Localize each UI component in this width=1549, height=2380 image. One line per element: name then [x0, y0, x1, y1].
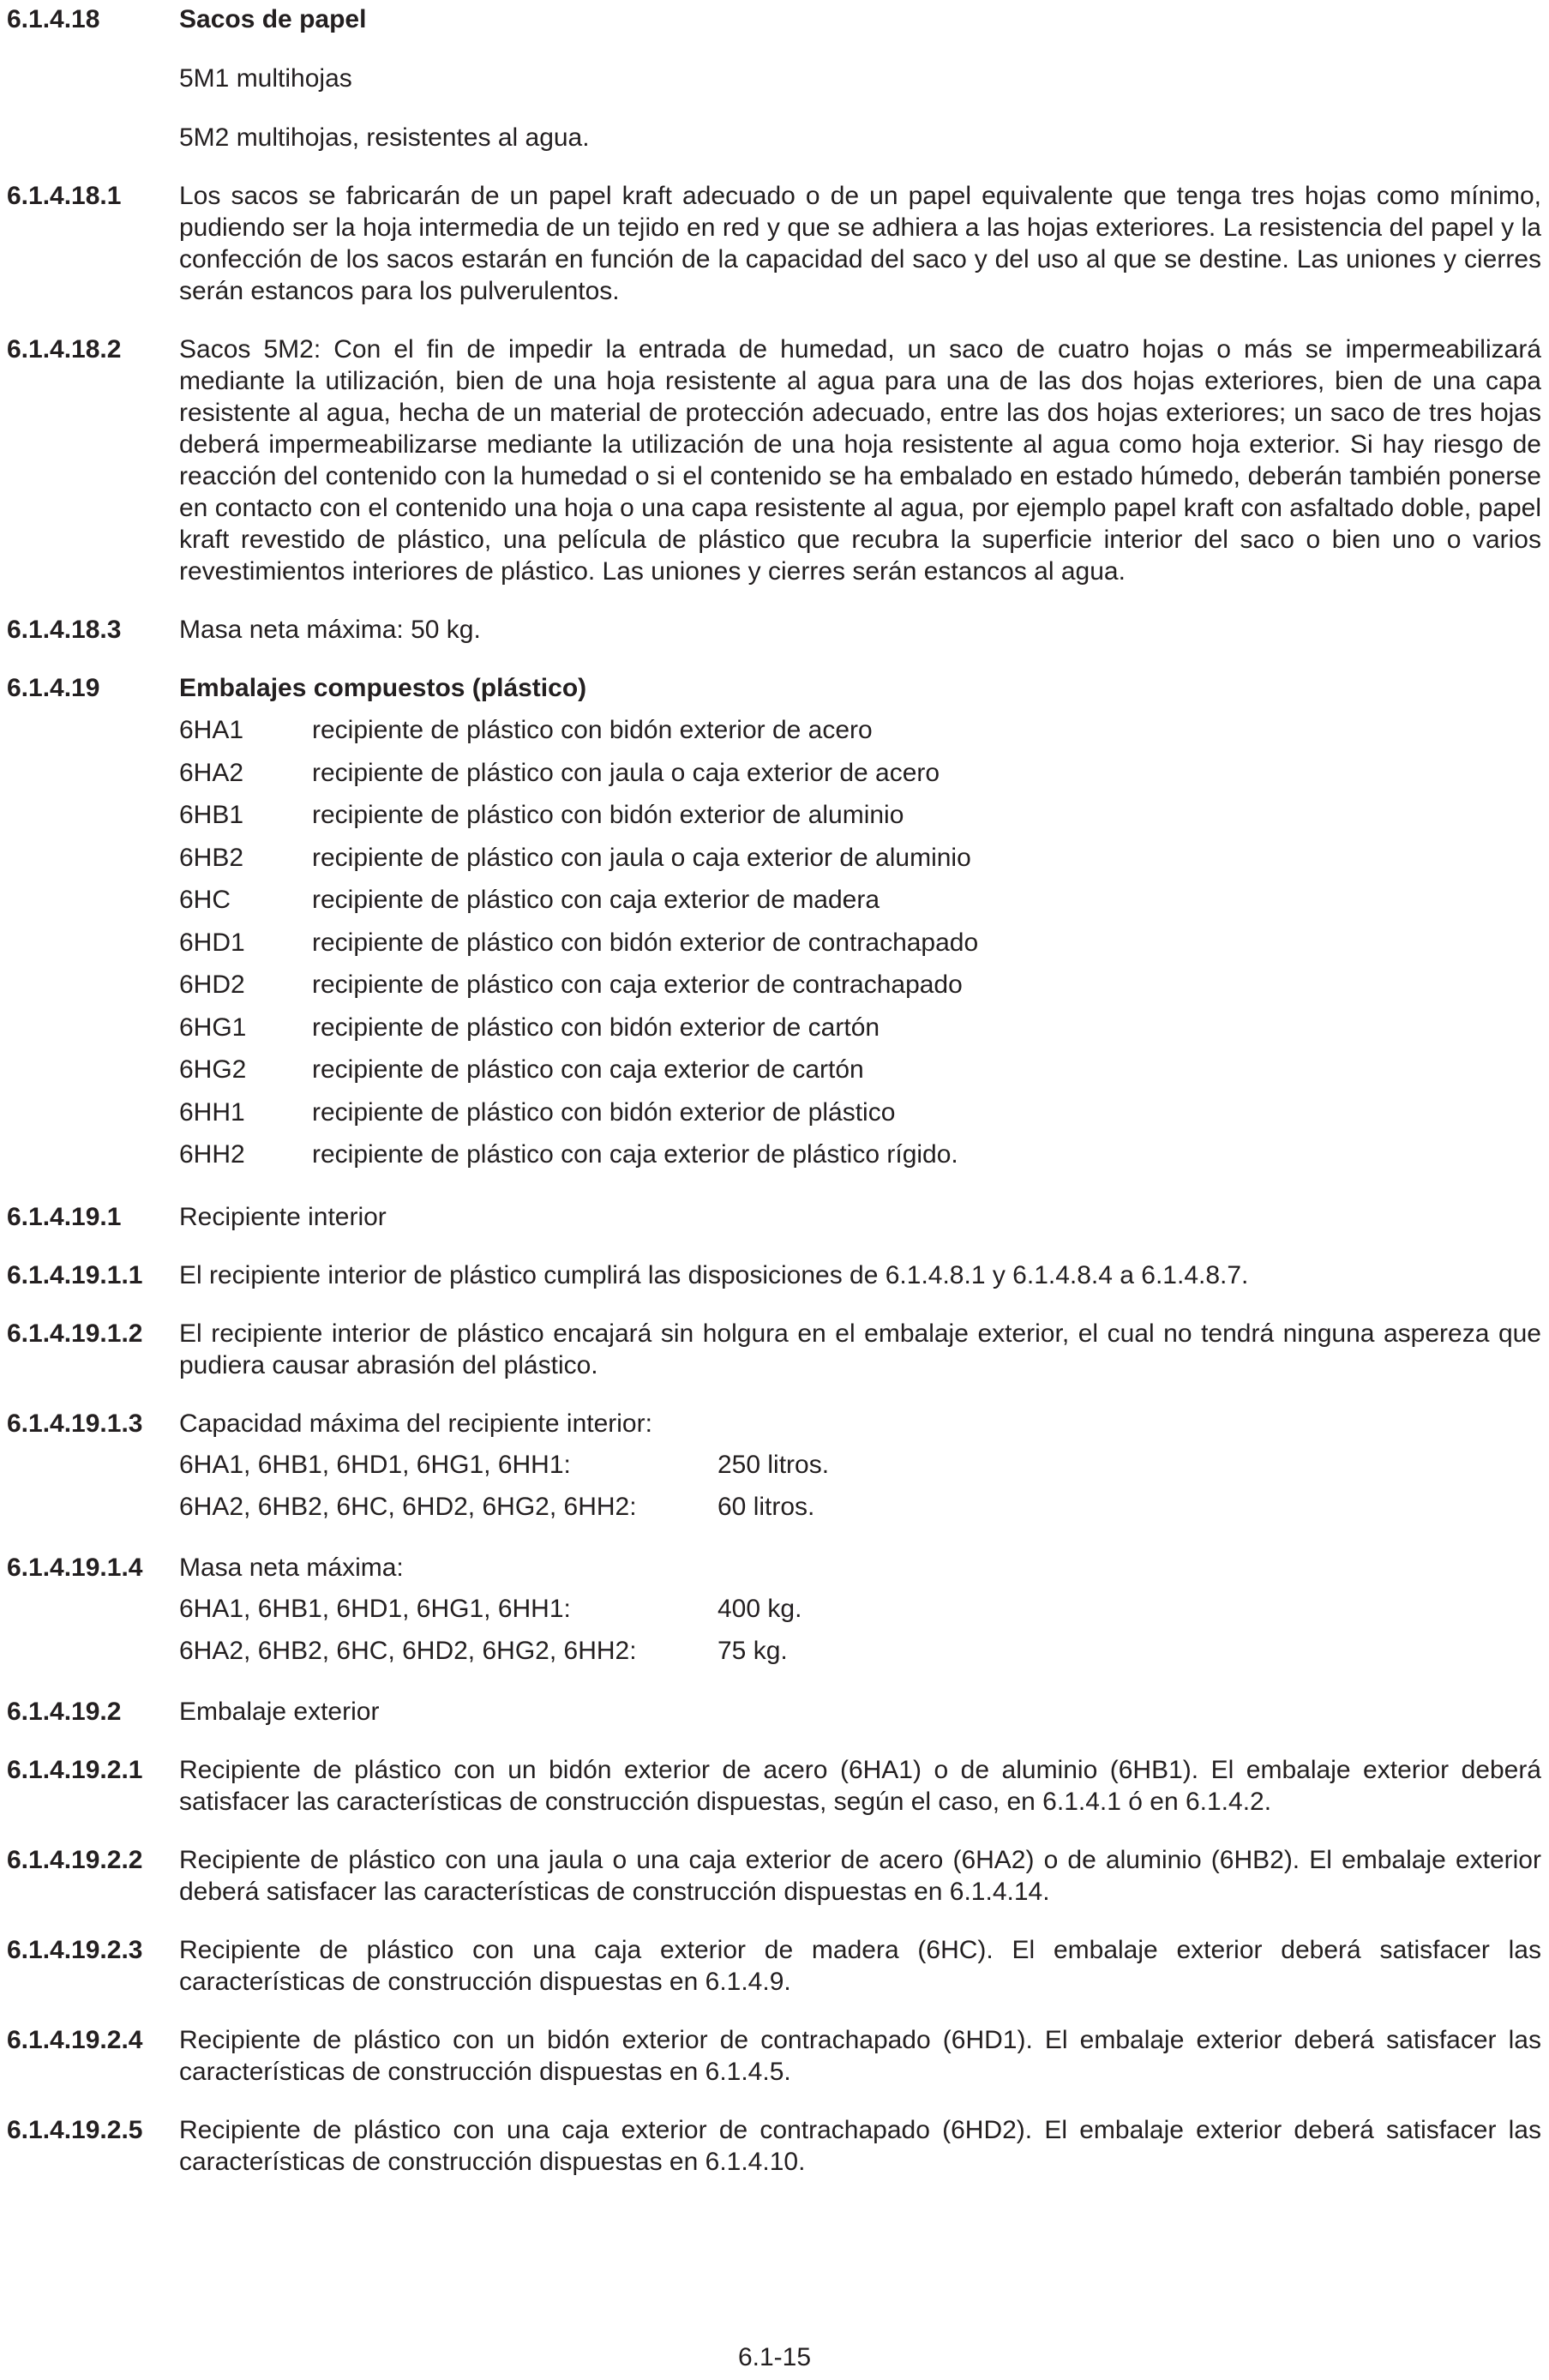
- code-description: recipiente de plástico con bidón exterior de plástico: [312, 1097, 896, 1127]
- code-description: recipiente de plástico con caja exterior de contrachapado: [312, 971, 963, 999]
- section-6-1-4-19-1-1: [7, 1259, 1541, 1291]
- paragraph: Masa neta máxima: 50 kg.: [179, 616, 481, 644]
- section-6-1-4-19-2-3: [7, 1934, 1541, 1998]
- code-description: recipiente de plástico con jaula o caja exterior de acero: [312, 758, 940, 787]
- section-number: 6.1.4.19: [7, 674, 100, 702]
- code-row: [179, 927, 1541, 970]
- section-6-1-4-19-2-4: [7, 2024, 1541, 2088]
- section-6-1-4-18-2: [7, 334, 1541, 587]
- code-row: [179, 757, 1541, 800]
- code-description: recipiente de plástico con bidón exterior de cartón: [312, 1013, 880, 1042]
- paragraph: Recipiente de plástico con una jaula o una caja exterior de acero (6HA2) o de aluminio (6HB2). El embalaje exterior deberá satisfacer las características de construcción dispuestas en 6.1.4.14.: [179, 1845, 1541, 1906]
- code-description: recipiente de plástico con caja exterior de cartón: [312, 1055, 864, 1084]
- code: 6HH1: [179, 1097, 245, 1127]
- section-6-1-4-19-1: [7, 1201, 1541, 1233]
- code-row: [179, 884, 1541, 927]
- document-page: [7, 3, 1541, 2204]
- list-item: 5M2 multihojas, resistentes al agua.: [179, 123, 590, 152]
- capacity-row: [179, 1449, 1541, 1490]
- section-number: 6.1.4.19.1.4: [7, 1553, 143, 1582]
- code: 6HA2: [179, 758, 244, 787]
- code-row: [179, 714, 1541, 757]
- section-6-1-4-18: [7, 3, 1541, 153]
- code-description: recipiente de plástico con bidón exterior de acero: [312, 716, 873, 744]
- code-description: recipiente de plástico con jaula o caja exterior de aluminio: [312, 843, 971, 872]
- section-6-1-4-19-2-1: [7, 1754, 1541, 1818]
- packaging-code-list: [179, 714, 1541, 1181]
- paragraph: El recipiente interior de plástico encajará sin holgura en el embalaje exterior, el cual no tendrá ninguna aspereza que pudiera causar abrasión del plástico.: [179, 1319, 1541, 1379]
- section-6-1-4-18-1: [7, 180, 1541, 307]
- code-row: [179, 1097, 1541, 1139]
- code: 6HD1: [179, 928, 245, 957]
- capacity-value: 250 litros.: [717, 1450, 830, 1479]
- code-row: [179, 969, 1541, 1012]
- section-6-1-4-19-2-5: [7, 2114, 1541, 2178]
- section-6-1-4-18-3: [7, 614, 1541, 646]
- page-number: 6.1-15: [737, 2343, 812, 2371]
- capacity-value: 60 litros.: [717, 1492, 815, 1521]
- code-description: recipiente de plástico con bidón exterior de aluminio: [312, 801, 904, 829]
- paragraph: Recipiente de plástico con una caja exterior de contrachapado (6HD2). El embalaje exterior deberá satisfacer las características de construcción dispuestas en 6.1.4.10.: [179, 2115, 1541, 2176]
- section-number: 6.1.4.19.2.5: [7, 2115, 143, 2144]
- code-row: [179, 799, 1541, 842]
- mass-codes: 6HA1, 6HB1, 6HD1, 6HG1, 6HH1:: [179, 1594, 571, 1623]
- code: 6HB2: [179, 843, 244, 872]
- code: 6HD2: [179, 971, 245, 999]
- section-6-1-4-19-1-3: [7, 1408, 1541, 1532]
- paragraph: El recipiente interior de plástico cumplirá las disposiciones de 6.1.4.8.1 y 6.1.4.8.4 a 6.1.4.8.7.: [179, 1260, 1249, 1289]
- code-row: [179, 1054, 1541, 1097]
- section-number: 6.1.4.18: [7, 5, 100, 33]
- code-row: [179, 1012, 1541, 1055]
- section-number: 6.1.4.19.1: [7, 1202, 122, 1231]
- code-description: recipiente de plástico con caja exterior de plástico rígido.: [312, 1140, 958, 1169]
- section-number: 6.1.4.19.1.3: [7, 1409, 143, 1438]
- capacity-codes: 6HA2, 6HB2, 6HC, 6HD2, 6HG2, 6HH2:: [179, 1492, 637, 1521]
- code: 6HG1: [179, 1013, 247, 1042]
- code: 6HB1: [179, 801, 244, 829]
- code-row: [179, 842, 1541, 885]
- section-number: 6.1.4.19.2.3: [7, 1935, 143, 1964]
- section-number: 6.1.4.19.1.2: [7, 1319, 143, 1348]
- code: 6HA1: [179, 716, 244, 744]
- section-number: 6.1.4.19.2.2: [7, 1845, 143, 1874]
- section-6-1-4-19-1-2: [7, 1318, 1541, 1381]
- code: 6HC: [179, 886, 231, 914]
- paragraph: Recipiente de plástico con una caja exterior de madera (6HC). El embalaje exterior deberá satisfacer las características de construcción dispuestas en 6.1.4.9.: [179, 1935, 1541, 1996]
- code: 6HG2: [179, 1055, 247, 1084]
- capacity-codes: 6HA1, 6HB1, 6HD1, 6HG1, 6HH1:: [179, 1450, 571, 1479]
- mass-value: 75 kg.: [717, 1636, 788, 1665]
- capacity-row: [179, 1491, 1541, 1532]
- section-number: 6.1.4.19.2.4: [7, 2025, 143, 2054]
- code-description: recipiente de plástico con caja exterior de madera: [312, 886, 880, 914]
- paragraph: Embalaje exterior: [179, 1697, 380, 1726]
- section-heading: Embalajes compuestos (plástico): [179, 674, 587, 702]
- paragraph: Recipiente de plástico con un bidón exterior de contrachapado (6HD1). El embalaje exterior deberá satisfacer las características de construcción dispuestas en 6.1.4.5.: [179, 2025, 1541, 2086]
- paragraph: Los sacos se fabricarán de un papel kraft adecuado o de un papel equivalente que tenga tres hojas como mínimo, pudiendo ser la hoja intermedia de un tejido en red y que se adhiera a las hojas exteriores. La resistencia del papel y la confección de los sacos estarán en función de la capacidad del saco y del uso al que se destine. Las uniones y cierres serán estancos para los pulverulentos.: [179, 182, 1541, 305]
- section-6-1-4-19-2-2: [7, 1844, 1541, 1908]
- paragraph: Recipiente de plástico con un bidón exterior de acero (6HA1) o de aluminio (6HB1). El embalaje exterior deberá satisfacer las características de construcción dispuestas, según el caso, en 6.1.4.1 ó en 6.1.4.2.: [179, 1755, 1541, 1816]
- paragraph: Capacidad máxima del recipiente interior:: [179, 1409, 652, 1438]
- section-heading: Sacos de papel: [179, 5, 367, 33]
- section-number: 6.1.4.18.1: [7, 182, 122, 210]
- code-row: [179, 1139, 1541, 1181]
- mass-value: 400 kg.: [717, 1594, 802, 1623]
- mass-codes: 6HA2, 6HB2, 6HC, 6HD2, 6HG2, 6HH2:: [179, 1636, 637, 1665]
- section-number: 6.1.4.18.2: [7, 335, 122, 364]
- section-6-1-4-19-2: [7, 1696, 1541, 1728]
- code-description: recipiente de plástico con bidón exterior de contrachapado: [312, 928, 979, 957]
- section-number: 6.1.4.19.2: [7, 1697, 122, 1726]
- section-6-1-4-19: [7, 672, 1541, 1181]
- paragraph: Recipiente interior: [179, 1202, 387, 1231]
- mass-row: [179, 1635, 1541, 1676]
- list-item: 5M1 multihojas: [179, 64, 352, 93]
- paragraph: Sacos 5M2: Con el fin de impedir la entrada de humedad, un saco de cuatro hojas o más se impermeabilizará mediante la utilización, bien de una hoja resistente al agua para una de las dos hojas exteriores, bien de una capa resistente al agua, hecha de un material de protección adecuado, entre las dos hojas exteriores; un saco de tres hojas deberá impermeabilizarse mediante la utilización de una hoja resistente al agua como hoja exterior. Si hay riesgo de reacción del contenido con la humedad o si el contenido se ha embalado en estado húmedo, deberán también ponerse en contacto con el contenido una hoja o una capa resistente al agua, por ejemplo papel kraft con asfaltado doble, papel kraft revestido de plástico, una película de plástico que recubra la superficie interior del saco o bien uno o varios revestimientos interiores de plástico. Las uniones y cierres serán estancos al agua.: [179, 335, 1541, 586]
- mass-row: [179, 1593, 1541, 1634]
- section-number: 6.1.4.19.1.1: [7, 1260, 143, 1289]
- paragraph: Masa neta máxima:: [179, 1553, 404, 1582]
- section-6-1-4-19-1-4: [7, 1552, 1541, 1676]
- code: 6HH2: [179, 1140, 245, 1169]
- section-number: 6.1.4.18.3: [7, 616, 122, 644]
- section-number: 6.1.4.19.2.1: [7, 1755, 143, 1784]
